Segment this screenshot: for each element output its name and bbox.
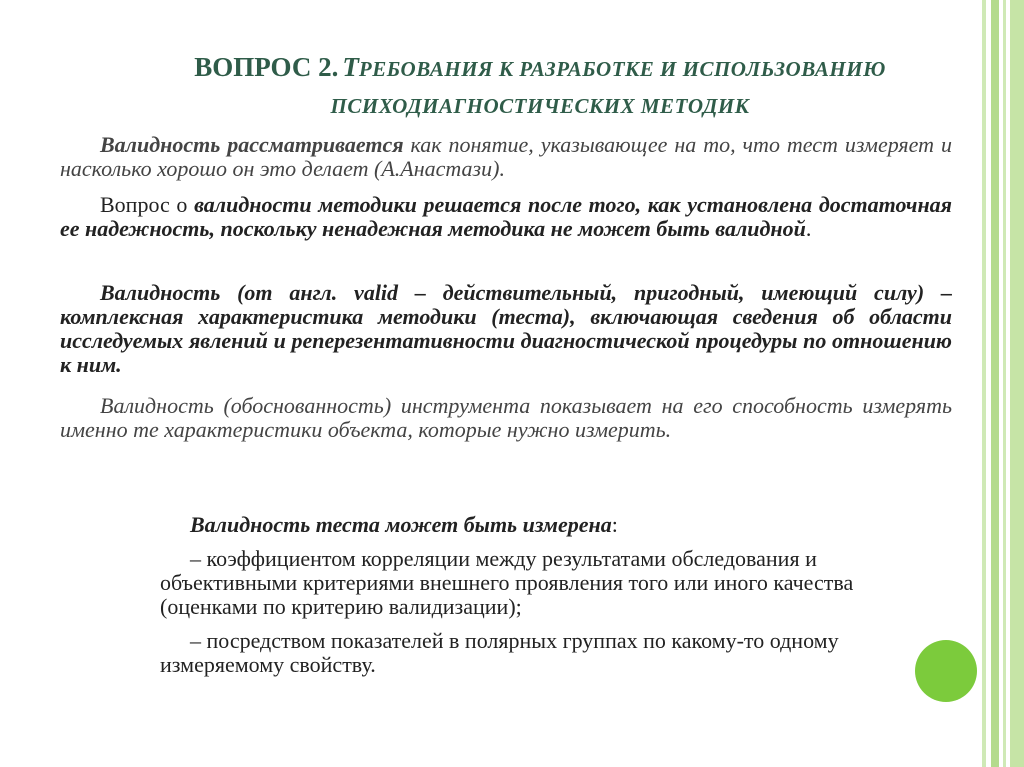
title-line2: ПСИХОДИАГНОСТИЧЕСКИХ МЕТОДИК: [330, 94, 750, 118]
paragraph-1-text: как понятие, указывающее на то, что тест измеряет и насколько хорошо он это делает (А.Анастази).: [60, 132, 952, 181]
list-item-1: – коэффициентом корреляции между результатами обследования и объективными критериями внешнего проявления того или иного качества (оценками по критерию валидизации);: [160, 546, 854, 619]
decor-stripe: [1003, 0, 1006, 767]
paragraph-2: [60, 193, 952, 241]
decor-stripe: [982, 0, 986, 767]
paragraph-4-text: Валидность (обоснованность) инструмента показывает на его способность измерять именно те характеристики объекта, которые нужно измерить.: [60, 393, 952, 442]
decor-stripe: [991, 0, 999, 767]
title-number: ВОПРОС 2.: [194, 52, 339, 82]
list-heading-colon: :: [611, 512, 618, 537]
paragraph-2-end: .: [805, 216, 812, 241]
paragraph-4: [60, 394, 952, 442]
paragraph-3: [60, 281, 952, 377]
title-line1: РЕБОВАНИЯ К РАЗРАБОТКЕ И ИСПОЛЬЗОВАНИЮ: [358, 57, 886, 81]
list-item-2: [160, 629, 950, 677]
list-item-2-end: .: [370, 652, 376, 677]
paragraph-1-bold: Валидность рассматривается: [100, 132, 404, 157]
paragraph-1: [60, 133, 952, 181]
list-heading: Валидность теста может быть измерена: [190, 512, 612, 537]
title-cap: Т: [342, 52, 359, 82]
slide-title: [100, 50, 980, 123]
list-item-2-text: – посредством показателей в полярных группах по какому-то одному измеряемому свойству: [160, 628, 839, 677]
paragraph-3-bold: Валидность (от англ. valid – действительный, пригодный, имеющий силу) – комплексная характеристика методики (теста), включающая сведения об области исследуемых явлений и реперезентативности диагностической процедуры по отношению к ним.: [60, 280, 952, 377]
paragraph-2-lead: Вопрос о: [100, 192, 188, 217]
validity-measures-list: [160, 513, 950, 677]
paragraph-2-bold: валидности методики решается после того, как установлена достаточная ее надежность, поскольку ненадежная методика не может быть валидной: [60, 192, 952, 241]
decor-stripe: [1010, 0, 1024, 767]
